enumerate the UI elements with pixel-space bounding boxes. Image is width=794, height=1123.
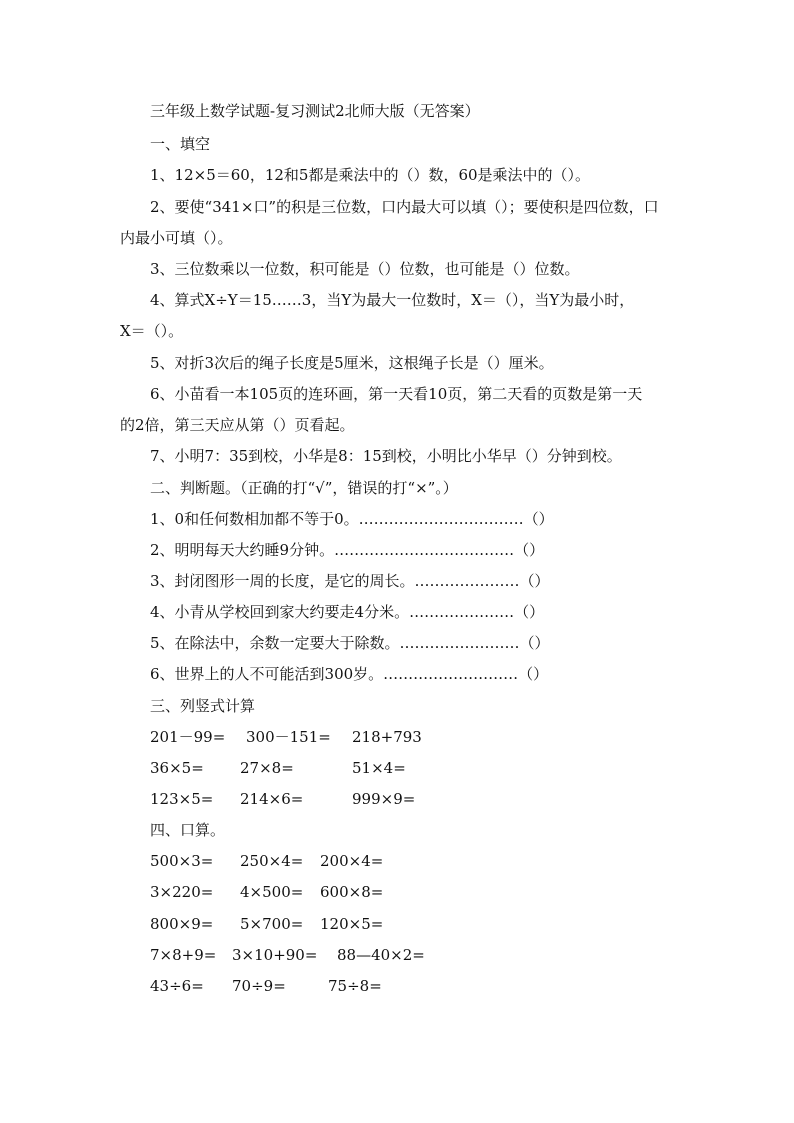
calc-expression: 36×5=: [150, 759, 204, 777]
true-false-item: 5、在除法中，余数一定要大于除数。……………………（）: [150, 634, 550, 652]
mental-math-expression: 7×8+9=: [150, 946, 217, 964]
calc-expression: 214×6=: [240, 790, 304, 808]
fill-blank-q2-line1: 2、要使“341×口”的积是三位数，口内最大可以填（）；要使积是四位数，口: [150, 198, 659, 216]
section-true-false-heading: 二、判断题。（正确的打“√”，错误的打“×”。）: [150, 479, 458, 497]
mental-math-expression: 5×700=: [240, 915, 304, 933]
fill-blank-q5: 5、对折3次后的绳子长度是5厘米，这根绳子长是（）厘米。: [150, 354, 554, 372]
section-vertical-calc-heading: 三、列竖式计算: [150, 697, 256, 715]
calc-expression: 51×4=: [352, 759, 406, 777]
fill-blank-q2-line2: 内最小可填（）。: [120, 229, 233, 247]
fill-blank-q4-line1: 4、算式X÷Y＝15……3，当Y为最大一位数时，X＝（），当Y为最小时，: [150, 291, 635, 309]
mental-math-expression: 3×10+90=: [232, 946, 318, 964]
mental-math-expression: 4×500=: [240, 883, 304, 901]
true-false-item: 1、0和任何数相加都不等于0。……………………………（）: [150, 510, 554, 528]
section-fill-blank-heading: 一、填空: [150, 135, 211, 153]
mental-math-expression: 70÷9=: [232, 977, 286, 995]
fill-blank-q1: 1、12×5＝60，12和5都是乘法中的（）数，60是乘法中的（）。: [150, 166, 591, 184]
calc-expression: 999×9=: [352, 790, 416, 808]
mental-math-expression: 800×9=: [150, 915, 214, 933]
mental-math-expression: 3×220=: [150, 883, 214, 901]
mental-math-expression: 600×8=: [320, 883, 384, 901]
mental-math-expression: 500×3=: [150, 852, 214, 870]
mental-math-expression: 200×4=: [320, 852, 384, 870]
mental-math-expression: 250×4=: [240, 852, 304, 870]
mental-math-expression: 75÷8=: [328, 977, 382, 995]
fill-blank-q4-line2: X＝（）。: [120, 322, 184, 340]
document-title: 三年级上数学试题-复习测试2北师大版（无答案）: [150, 102, 480, 120]
fill-blank-q7: 7、小明7：35到校，小华是8：15到校，小明比小华早（）分钟到校。: [150, 447, 622, 465]
fill-blank-q6-line1: 6、小苗看一本105页的连环画，第一天看10页，第二天看的页数是第一天: [150, 385, 643, 403]
mental-math-expression: 88—40×2=: [337, 946, 425, 964]
fill-blank-q3: 3、三位数乘以一位数，积可能是（）位数，也可能是（）位数。: [150, 260, 580, 278]
calc-expression: 123×5=: [150, 790, 214, 808]
true-false-item: 6、世界上的人不可能活到300岁。………………………（）: [150, 665, 549, 683]
true-false-item: 4、小青从学校回到家大约要走4分米。…………………（）: [150, 603, 545, 621]
calc-expression: 218+793: [352, 728, 422, 746]
true-false-item: 2、明明每天大约睡9分钟。………………………………（）: [150, 541, 545, 559]
fill-blank-q6-line2: 的2倍，第三天应从第（）页看起。: [120, 416, 355, 434]
calc-expression: 27×8=: [240, 759, 294, 777]
section-mental-math-heading: 四、口算。: [150, 821, 226, 839]
mental-math-expression: 120×5=: [320, 915, 384, 933]
true-false-item: 3、封闭图形一周的长度，是它的周长。…………………（）: [150, 572, 550, 590]
calc-expression: 201－99=: [150, 728, 226, 746]
calc-expression: 300－151=: [246, 728, 331, 746]
mental-math-expression: 43÷6=: [150, 977, 204, 995]
